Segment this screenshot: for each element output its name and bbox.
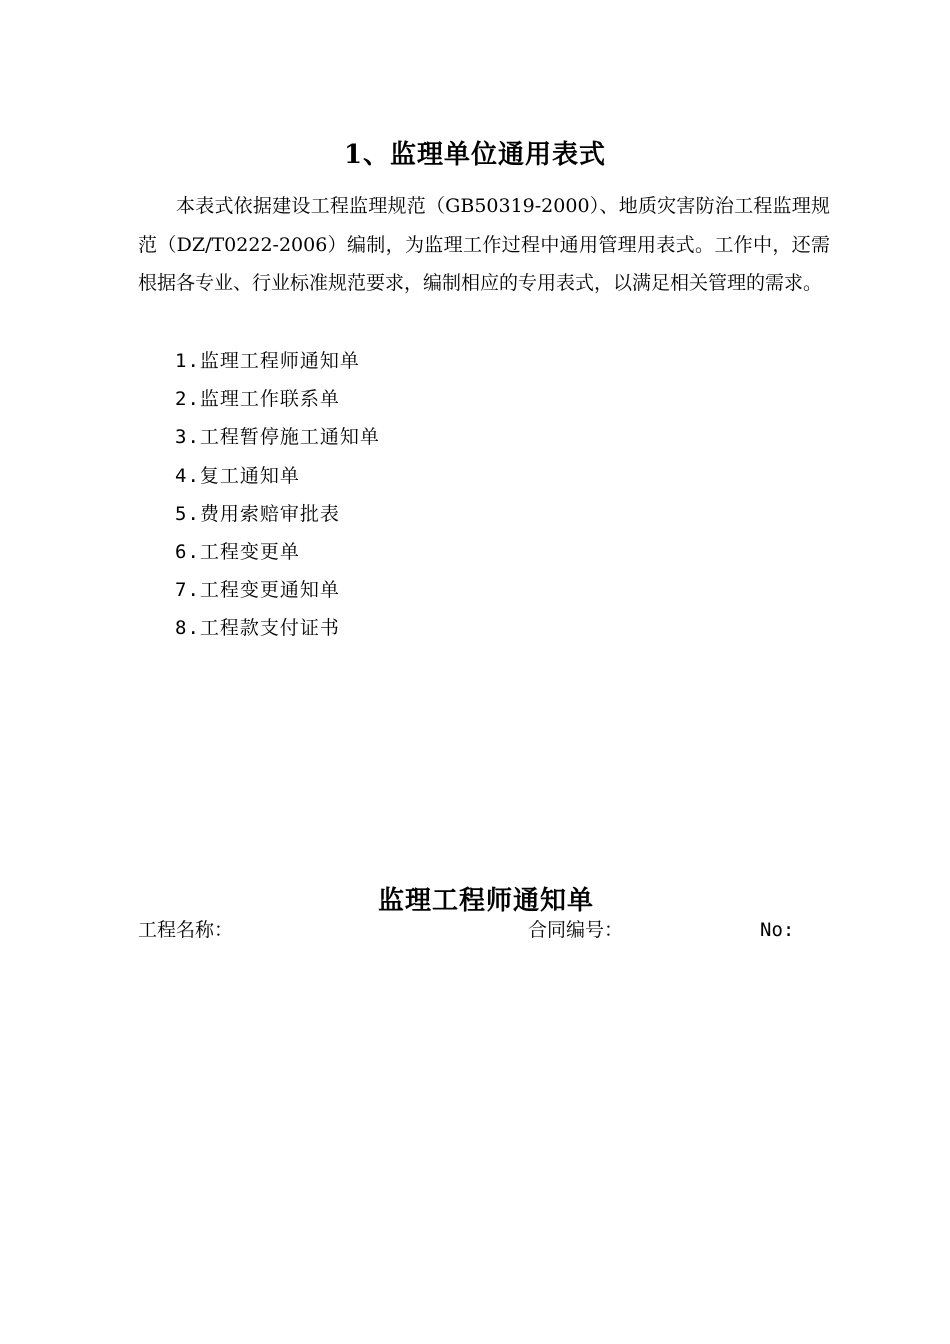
form-list (175, 342, 380, 648)
contract-no-label: 合同编号： (528, 919, 624, 941)
list-item: 6.工程变更单 (175, 541, 300, 564)
list-item: 3.工程暂停施工通知单 (175, 426, 380, 449)
section-title: 1、监理单位通用表式 (343, 140, 607, 170)
intro-paragraph: 本表式依据建设工程监理规范（GB50319-2000）、地质灾害防治工程监理规范（DZ/T0222-2006）编制，为监理工作过程中通用管理用表式。工作中，还需根据各专业、行业标准规范要求，编制相应的专用表式，以满足相关管理的需求。 (138, 195, 830, 294)
serial-no-label: No: (760, 919, 795, 941)
list-item: 8.工程款支付证书 (175, 617, 340, 640)
list-item: 2.监理工作联系单 (175, 388, 340, 411)
list-item: 1.监理工程师通知单 (175, 350, 360, 372)
list-item: 5.费用索赔审批表 (175, 502, 340, 525)
notice-form-title: 监理工程师通知单 (377, 886, 594, 916)
project-name-label: 工程名称： (138, 919, 234, 941)
list-item: 7.工程变更通知单 (175, 579, 340, 602)
list-item: 4.复工通知单 (175, 464, 300, 487)
